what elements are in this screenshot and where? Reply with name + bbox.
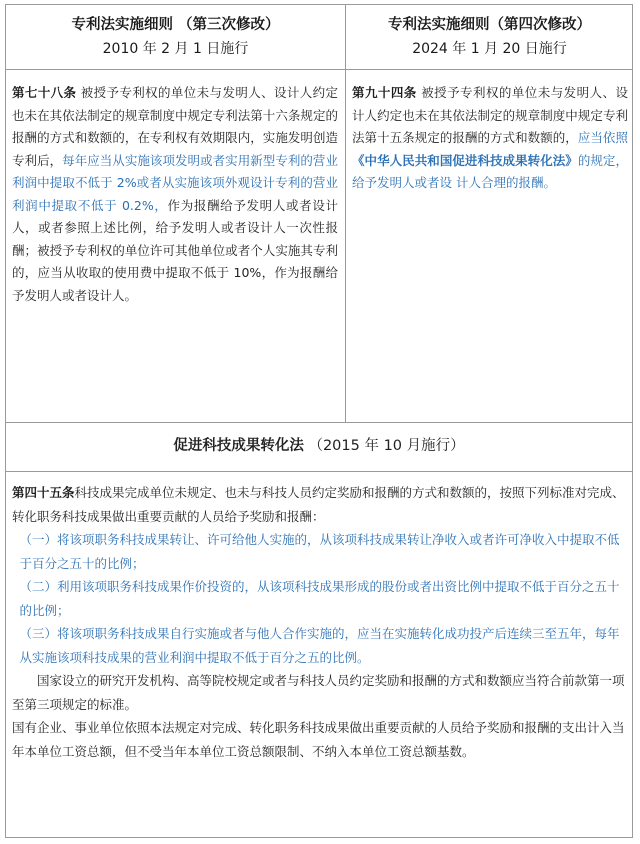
middle-section-header: [6, 422, 632, 471]
bottom-article-intro: [12, 481, 628, 528]
left-article-highlight: 每年应当从实施该项发明或者实用新型专利的营业利润中提取不低于 2%或者从实施该项外观设计专利的营业利润中提取不低于 0.2%，: [12, 152, 338, 213]
right-column-header: [346, 13, 633, 61]
right-header-title: 专利法实施细则（第四次修改）: [388, 17, 591, 33]
left-article-text: [12, 82, 338, 307]
middle-header-title: 促进科技成果转化法: [173, 438, 304, 454]
bottom-article-number: 第四十五条: [12, 485, 75, 500]
left-header-date: 2010 年 2 月 1 日施行: [102, 41, 249, 57]
left-header-title: 专利法实施细则 （第三次修改）: [71, 17, 280, 33]
bottom-item-3: （三）将该项职务科技成果自行实施或者与他人合作实施的，应当在实施转化成功投产后连续三至五年，每年从实施该项科技成果的营业利润中提取不低于百分之五的比例。: [19, 626, 620, 665]
bottom-paragraph-2: 国家设立的研究开发机构、高等院校规定或者与科技人员约定奖励和报酬的方式和数额应当符合前款第一项至第三项规定的标准。: [12, 673, 625, 712]
left-article-number: 第七十八条: [12, 85, 77, 100]
right-article-text: [352, 82, 628, 195]
right-article-highlight-a: 应当依照: [577, 130, 628, 145]
bottom-paragraph-3: 国有企业、事业单位依照本法规定对完成、转化职务科技成果做出重要贡献的人员给予奖励和报酬的支出计入当年本单位工资总额，但不受当年本单位工资总额限制、不纳入本单位工资总额基数。: [12, 720, 625, 759]
section-divider-bottom: [6, 471, 632, 472]
left-article-body-b: 作为报酬给予发明人或者设计人，或者参照上述比例，给予发明人或者设计人一次性报酬；被授予专利权的单位许可其他单位或者个人实施其专利的，应当从收取的使用费中提取不低于 10%，作为报酬给予发明人或者设计人。: [12, 197, 338, 303]
column-divider: [345, 5, 346, 422]
comparison-table: [5, 4, 633, 838]
bottom-intro-text: 科技成果完成单位未规定、也未与科技人员约定奖励和报酬的方式和数额的，按照下列标准对完成、转化职务科技成果做出重要贡献的人员给予奖励和报酬：: [12, 485, 625, 524]
header-divider: [6, 69, 632, 70]
right-header-date: 2024 年 1 月 20 日施行: [412, 41, 567, 57]
left-article-body-a: 被授予专利权的单位未与发明人、设计人约定也未在其依法制定的规章制度中规定专利法第十六条规定的报酬的方式和数额的，在专利权有效期限内，实施发明创造专利后，: [12, 85, 338, 168]
right-article-law-name: 《中华人民共和国促进科技成果转化法》: [352, 152, 578, 168]
right-article-body-a: 被授予专利权的单位未与发明人、设计人约定也未在其依法制定的规章制度中规定专利法第十五条规定的报酬的方式和数额的，: [352, 85, 628, 145]
bottom-item-1: （一）将该项职务科技成果转让、许可给他人实施的，从该项科技成果转让净收入或者许可净收入中提取不低于百分之五十的比例；: [19, 532, 620, 571]
bottom-article: [12, 481, 628, 763]
left-column-header: [6, 13, 345, 61]
right-article-number: 第九十四条: [352, 85, 417, 100]
middle-header-date: （2015 年 10 月施行）: [308, 438, 465, 454]
right-article-highlight-b: 的规定，给予发明人或者设 计人合理的报酬。: [352, 152, 628, 190]
bottom-item-2: （二）利用该项职务科技成果作价投资的，从该项科技成果形成的股份或者出资比例中提取不低于百分之五十的比例；: [19, 579, 620, 618]
